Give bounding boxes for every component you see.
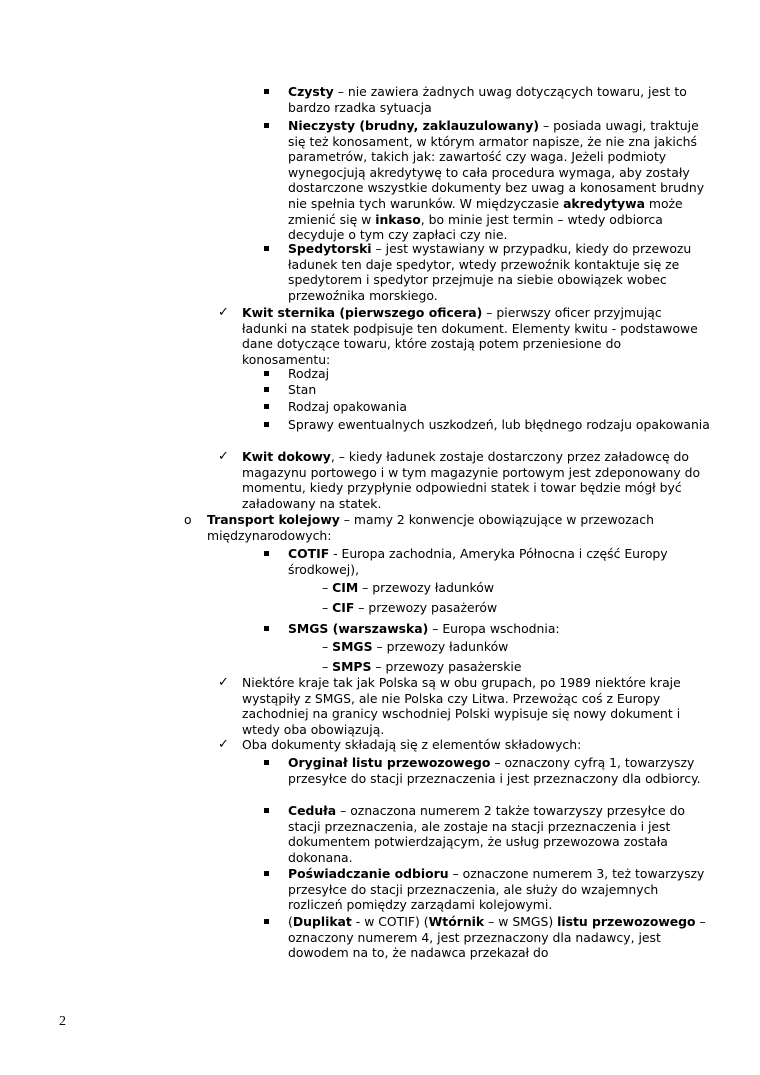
square-bullet-icon — [264, 919, 269, 924]
checkmark-icon: ✓ — [218, 449, 229, 464]
square-bullet-icon — [264, 404, 269, 409]
checkmark-icon: ✓ — [218, 675, 229, 690]
list-item-stan: Stan — [264, 382, 710, 398]
term-spedytorski: Spedytorski — [288, 241, 372, 256]
checkmark-icon: ✓ — [218, 305, 229, 320]
dash-icon: – — [322, 600, 329, 615]
list-item-poswiadczanie: Poświadczanie odbioru – oznaczone numerem 3, też towarzyszy przesyłce do stacji przeznaczenia, ale służy do wzajemnych rozliczeń pomiędzy zarządami kolejowymi. — [264, 866, 710, 913]
list-item-kwit-dokowy: ✓ Kwit dokowy, – kiedy ładunek zostaje dostarczony przez załadowcę do magazynu portowego i w tym magazynie portowym jest zdeponowany do momentu, kiedy przypłynie odpowiedni statek i towar będzie mógł być załadowany na statek. — [218, 449, 701, 511]
term-cotif: COTIF — [288, 546, 330, 561]
list-item-duplikat: (Duplikat - w COTIF) (Wtórnik – w SMGS) listu przewozowego – oznaczony numerem 4, jest przeznaczony dla nadawcy, jest dowodem na to, że nadawca przekazał do — [264, 914, 710, 961]
square-bullet-icon — [264, 422, 269, 427]
list-item-cim: – CIM – przewozy ładunków — [322, 580, 494, 595]
term-smgs: SMGS — [332, 639, 373, 654]
square-bullet-icon — [264, 626, 269, 631]
page-number: 2 — [59, 1014, 66, 1029]
term-cif: CIF — [332, 600, 355, 615]
square-bullet-icon — [264, 760, 269, 765]
list-item-smgs-warszawska: SMGS (warszawska) – Europa wschodnia: — [264, 621, 710, 637]
list-item-cedula: Ceduła – oznaczona numerem 2 także towarzyszy przesyłce do stacji przeznaczenia, ale zostaje na stacji przeznaczenia i jest dokumentem potwierdzającym, że usług przewozowa została dokonana. — [264, 803, 710, 865]
list-item-transport-kolejowy: o Transport kolejowy – mamy 2 konwencje obowiązujące w przewozach międzynarodowych: — [184, 512, 654, 543]
term-kwit-dokowy: Kwit dokowy — [242, 449, 331, 464]
dash-icon: – — [322, 659, 329, 674]
list-item-cotif: COTIF - Europa zachodnia, Ameryka Północna i część Europy środkowej), — [264, 546, 710, 577]
checkmark-icon: ✓ — [218, 737, 229, 752]
dash-icon: – — [322, 580, 329, 595]
term-cim: CIM — [332, 580, 359, 595]
list-item-nieczysty: Nieczysty (brudny, zaklauzulowany) – posiada uwagi, traktuje się też konosament, w którym armator napisze, że nie zna jakichś parametrów, takich jak: zawartość czy waga. Jeżeli podmioty wynegocjują akredytywę to cała procedura wymaga, aby zostały dostarczone wszystkie dokumenty bez uwag a konosament brudny nie spełnia tych warunków. W międzyczasie akredytywa może zmienić się w inkaso, bo minie jest termin – wtedy odbiorca decyduje o tym czy zapłaci czy nie. — [264, 118, 710, 243]
list-item-smgs: – SMGS – przewozy ładunków — [322, 639, 509, 654]
list-item-czysty: Czysty – nie zawiera żadnych uwag dotyczących towaru, jest to bardzo rzadka sytuacja — [264, 84, 710, 115]
square-bullet-icon — [264, 371, 269, 376]
term-duplikat: Duplikat — [292, 914, 352, 929]
list-item-oryginal: Oryginał listu przewozowego – oznaczony cyfrą 1, towarzyszy przesyłce do stacji przeznaczenia i jest przeznaczony dla odbiorcy. — [264, 755, 710, 786]
term-transport-kolejowy: Transport kolejowy — [207, 512, 340, 527]
square-bullet-icon — [264, 808, 269, 813]
list-item-rodzaj: Rodzaj — [264, 366, 710, 382]
term-czysty: Czysty — [288, 84, 334, 99]
term-kwit-sternika: Kwit sternika (pierwszego oficera) — [242, 305, 483, 320]
term-smgs-warszawska: SMGS (warszawska) — [288, 621, 429, 636]
square-bullet-icon — [264, 89, 269, 94]
term-smps: SMPS — [332, 659, 372, 674]
term-poswiadczanie: Poświadczanie odbioru — [288, 866, 449, 881]
square-bullet-icon — [264, 387, 269, 392]
square-bullet-icon — [264, 123, 269, 128]
list-item-cif: – CIF – przewozy pasażerów — [322, 600, 498, 615]
list-item-oba-dokumenty: ✓ Oba dokumenty składają się z elementów składowych: — [218, 737, 582, 752]
list-item-kwit-sternika: ✓ Kwit sternika (pierwszego oficera) – pierwszy oficer przyjmując ładunki na statek podpisuje ten dokument. Elementy kwitu - podstawowe dane dotyczące towaru, które zostają potem przeniesione do konosamentu: — [218, 305, 698, 367]
term-wtornik: Wtórnik — [428, 914, 485, 929]
square-bullet-icon — [264, 246, 269, 251]
list-item-niektore-kraje: ✓ Niektóre kraje tak jak Polska są w obu grupach, po 1989 niektóre kraje wystąpiły z SMGS, ale nie Polska czy Litwa. Przewożąc coś z Europy zachodniej na granicy wschodniej Polski wypisuje się nowy dokument i wtedy oba obowiązują. — [218, 675, 681, 737]
list-item-rodzaj-opakowania: Rodzaj opakowania — [264, 399, 710, 415]
list-item-spedytorski: Spedytorski – jest wystawiany w przypadku, kiedy do przewozu ładunek ten daje spedytor, wtedy przewoźnik kontaktuje się ze spedytorem i spedytor przejmuje na siebie obowiązek wobec przewoźnika morskiego. — [264, 241, 710, 303]
square-bullet-icon — [264, 551, 269, 556]
term-listu-przewozowego: listu przewozowego — [557, 914, 696, 929]
term-nieczysty: Nieczysty (brudny, zaklauzulowany) — [288, 118, 540, 133]
dash-icon: – — [322, 639, 329, 654]
list-item-sprawy: Sprawy ewentualnych uszkodzeń, lub błędnego rodzaju opakowania — [264, 417, 710, 433]
list-item-smps: – SMPS – przewozy pasażerskie — [322, 659, 522, 674]
term-oryginal: Oryginał listu przewozowego — [288, 755, 491, 770]
circle-bullet-icon: o — [184, 512, 192, 527]
square-bullet-icon — [264, 871, 269, 876]
term-cedula: Ceduła — [288, 803, 337, 818]
